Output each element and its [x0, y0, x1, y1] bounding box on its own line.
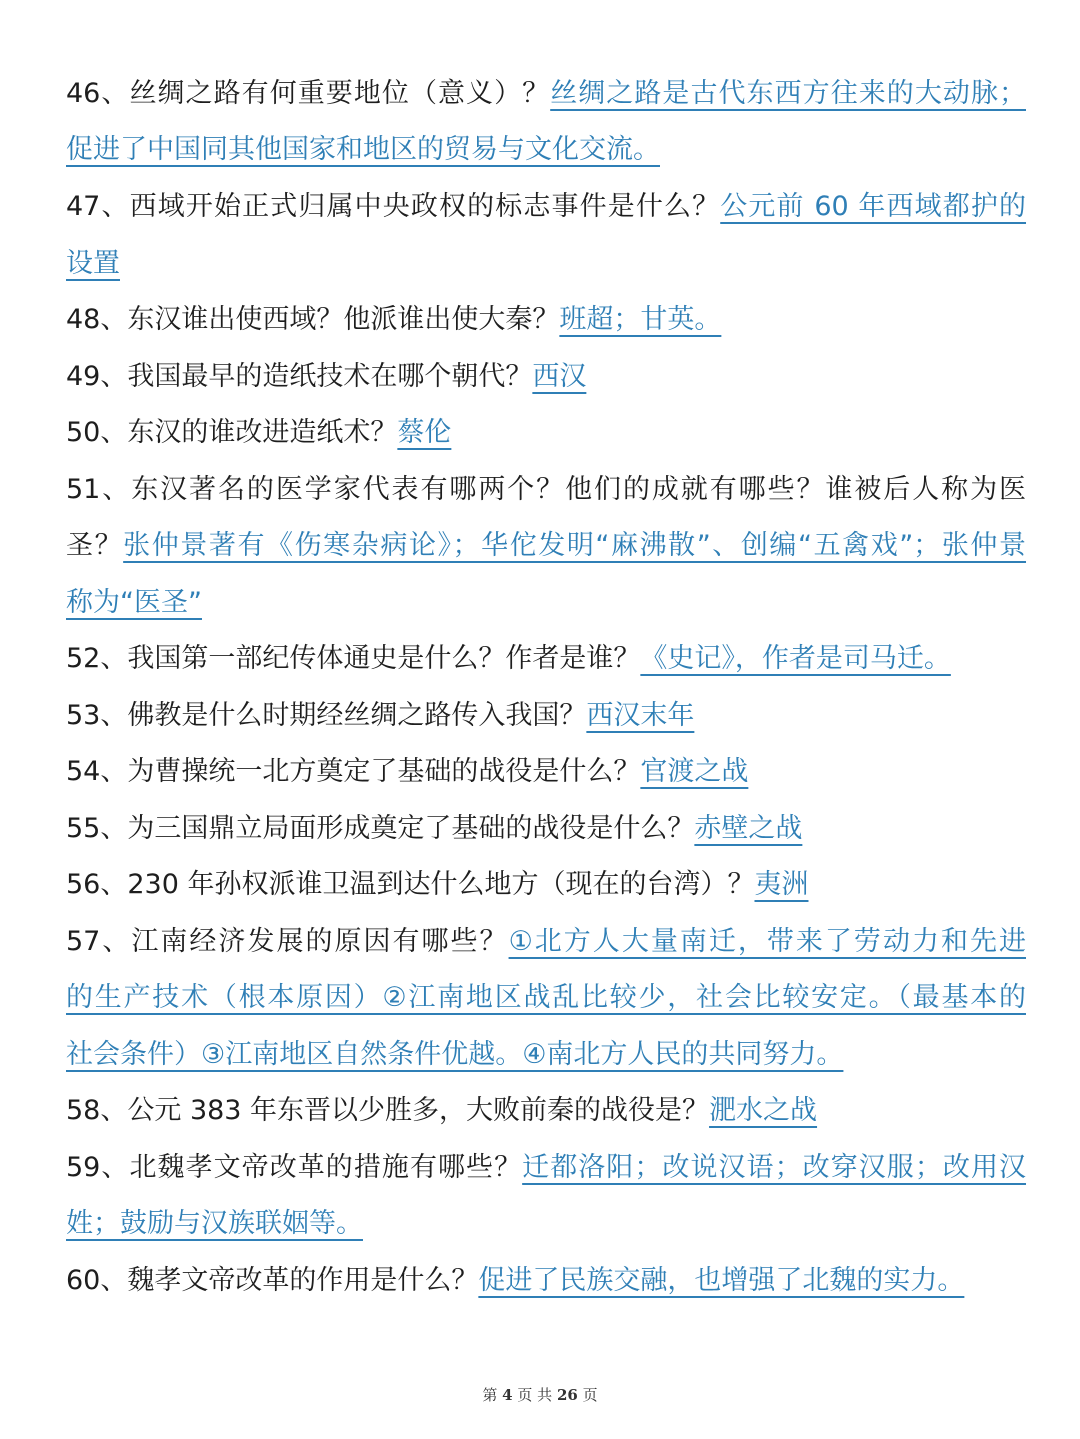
question-53 — [66, 696, 1026, 736]
question-57-text: 57、江南经济发展的原因有哪些？ — [66, 926, 509, 957]
question-54-text: 54、为曹操统一北方奠定了基础的战役是什么？ — [66, 756, 641, 787]
answer-51-part-1: 张仲景著有《伤寒杂病论》；华佗发明“麻沸散”、创编“五禽戏”；张仲景 — [123, 530, 1027, 561]
answer-47-part-2: 设置 — [66, 248, 120, 279]
footer-total-pages: 26 — [556, 1386, 578, 1404]
question-52-text: 52、我国第一部纪传体通史是什么？作者是谁？ — [66, 643, 641, 674]
answer-60: 促进了民族交融，也增强了北魏的实力。 — [478, 1265, 965, 1296]
question-60 — [66, 1261, 1026, 1301]
question-59-line-2 — [66, 1204, 1026, 1244]
answer-51-part-2: 称为“医圣” — [66, 587, 202, 618]
question-58-text: 58、公元 383 年东晋以少胜多，大败前秦的战役是？ — [66, 1095, 710, 1126]
question-47-text: 47、西域开始正式归属中央政权的标志事件是什么？ — [66, 191, 721, 222]
answer-57-part-3: 社会条件）③江南地区自然条件优越。④南北方人民的共同努力。 — [66, 1039, 844, 1070]
answer-48: 班超；甘英。 — [559, 304, 722, 335]
answer-46-part-2: 促进了中国同其他国家和地区的贸易与文化交流。 — [66, 134, 660, 165]
question-46-line-1 — [66, 74, 1026, 114]
answer-50: 蔡伦 — [397, 417, 452, 448]
answer-56: 夷洲 — [754, 869, 809, 900]
answer-52: 《史记》，作者是司马迁。 — [640, 643, 951, 674]
question-60-text: 60、魏孝文帝改革的作用是什么？ — [66, 1265, 479, 1296]
answer-55: 赤壁之战 — [694, 813, 803, 844]
footer-page-word: 页 — [517, 1386, 533, 1404]
question-50-text: 50、东汉的谁改进造纸术？ — [66, 417, 398, 448]
answer-57-part-1: ①北方人大量南迁，带来了劳动力和先进 — [508, 926, 1026, 957]
question-57-line-1 — [66, 922, 1026, 962]
question-59-line-1 — [66, 1148, 1026, 1188]
question-54 — [66, 752, 1026, 792]
question-59-text: 59、北魏孝文帝改革的措施有哪些？ — [66, 1152, 523, 1183]
question-46-text: 46、丝绸之路有何重要地位（意义）？ — [66, 78, 551, 109]
question-57-line-3 — [66, 1035, 1026, 1075]
question-56 — [66, 865, 1026, 905]
question-48 — [66, 300, 1026, 340]
footer-current-page: 4 — [502, 1386, 513, 1404]
answer-59-part-1: 迁都洛阳；改说汉语；改穿汉服；改用汉 — [522, 1152, 1027, 1183]
question-52 — [66, 639, 1026, 679]
question-46-line-2 — [66, 130, 1026, 170]
question-58 — [66, 1091, 1026, 1131]
question-51-text-1: 51、东汉著名的医学家代表有哪两个？他们的成就有哪些？谁被后人称为医 — [66, 474, 1026, 505]
answer-54: 官渡之战 — [640, 756, 749, 787]
question-51-line-1 — [66, 470, 1026, 510]
footer-total-word: 共 — [537, 1386, 553, 1404]
question-49-text: 49、我国最早的造纸技术在哪个朝代？ — [66, 361, 533, 392]
answer-46-part-1: 丝绸之路是古代东西方往来的大动脉； — [550, 78, 1026, 109]
question-51-text-2: 圣？ — [66, 530, 124, 561]
question-56-text: 56、230 年孙权派谁卫温到达什么地方（现在的台湾）？ — [66, 869, 755, 900]
answer-47-part-1: 公元前 60 年西域都护的 — [720, 191, 1027, 222]
answer-53: 西汉末年 — [586, 700, 695, 731]
question-49 — [66, 357, 1026, 397]
question-51-line-3 — [66, 583, 1026, 623]
footer-suffix: 页 — [582, 1386, 598, 1404]
question-51-line-2 — [66, 526, 1026, 566]
question-53-text: 53、佛教是什么时期经丝绸之路传入我国？ — [66, 700, 587, 731]
question-55 — [66, 809, 1026, 849]
question-47-line-2 — [66, 244, 1026, 284]
footer-prefix: 第 — [482, 1386, 498, 1404]
question-50 — [66, 413, 1026, 453]
question-57-line-2 — [66, 978, 1026, 1018]
question-48-text: 48、东汉谁出使西域？他派谁出使大秦？ — [66, 304, 560, 335]
question-55-text: 55、为三国鼎立局面形成奠定了基础的战役是什么？ — [66, 813, 695, 844]
answer-59-part-2: 姓；鼓励与汉族联姻等。 — [66, 1208, 363, 1239]
question-47-line-1 — [66, 187, 1026, 227]
answer-49: 西汉 — [532, 361, 587, 392]
answer-57-part-2: 的生产技术（根本原因）②江南地区战乱比较少，社会比较安定。（最基本的 — [66, 982, 1026, 1013]
page-footer — [0, 1384, 1080, 1405]
answer-58: 淝水之战 — [709, 1095, 818, 1126]
